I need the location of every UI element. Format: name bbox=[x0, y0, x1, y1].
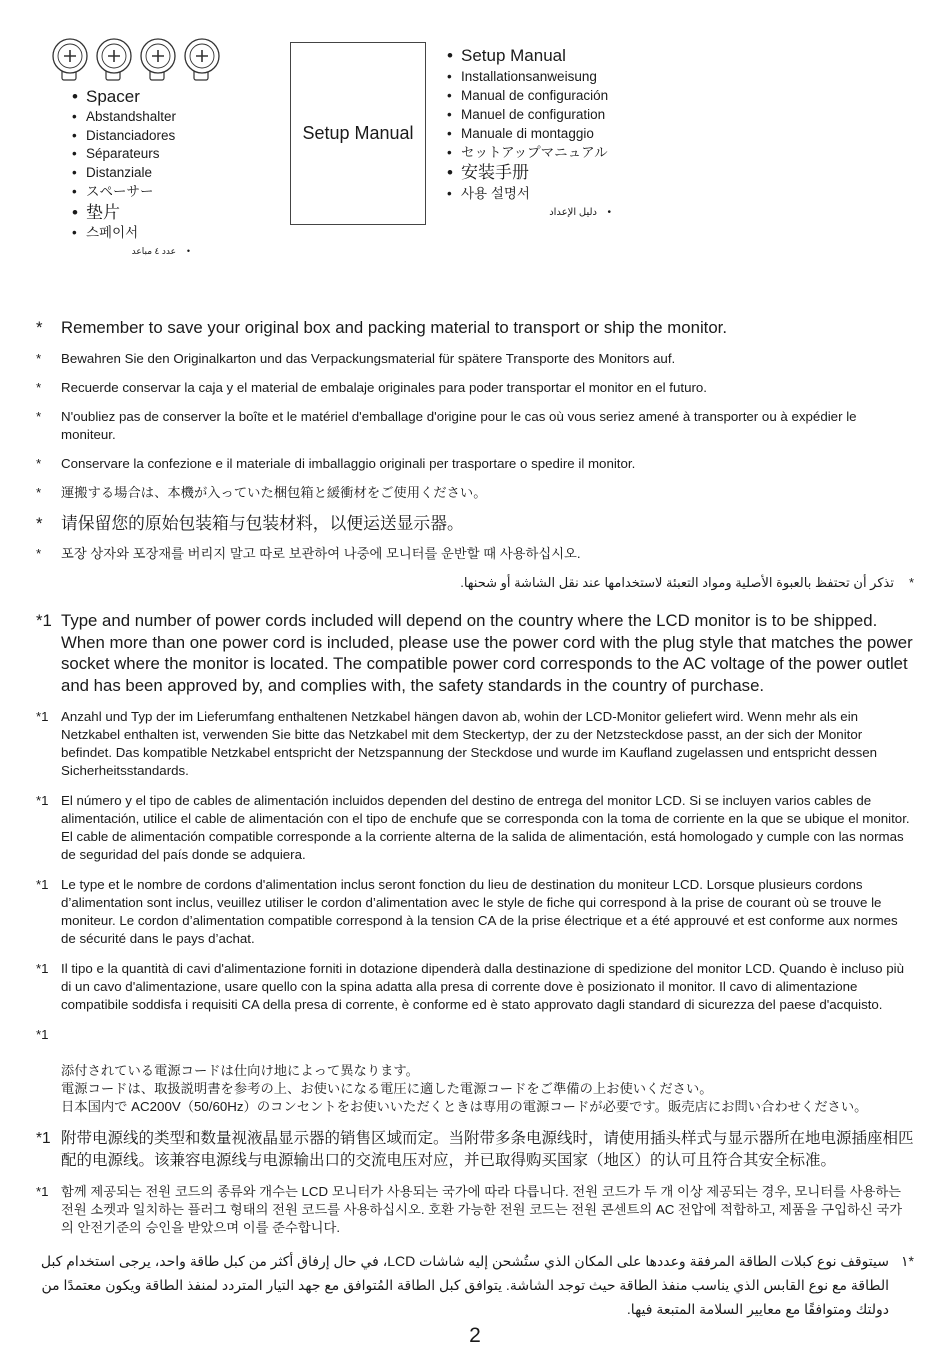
setup-manual-illustration bbox=[290, 42, 426, 225]
power-cord-note bbox=[36, 610, 914, 696]
list-item: • 스페이서 bbox=[72, 224, 190, 243]
list-item: • Distanziale bbox=[72, 164, 190, 183]
note-marker: * bbox=[36, 408, 42, 424]
note-text: Recuerde conservar la caja y el material de embalaje originales para poder transportar el monitor en el futuro. bbox=[61, 379, 707, 395]
note-marker: * bbox=[908, 575, 914, 590]
note-marker: *1 bbox=[36, 877, 49, 892]
note-text: Remember to save your original box and packing material to transport or ship the monitor. bbox=[61, 318, 727, 337]
note-text: 함께 제공되는 전원 코드의 종류와 개수는 LCD 모니터가 사용되는 국가에 따라 다릅니다. 전원 코드가 두 개 이상 제공되는 경우, 모니터를 사용하는 전원 소켓과 일치하는 플러그 형태의 전원 코드를 사용하십시오. 호환 가능한 전원 코드는 전원 콘센트의 AC 전압에 적합하고, 제품을 구입하신 국가의 안전기준의 승인을 받았으며 이를 준수합니다. bbox=[61, 1184, 903, 1235]
note-item bbox=[36, 379, 914, 397]
note-text: 運搬する場合は、本機が入っていた梱包箱と緩衝材をご使用ください。 bbox=[61, 484, 487, 500]
power-cord-note bbox=[36, 1128, 914, 1171]
spacer-screw-icon bbox=[97, 39, 131, 80]
power-cord-notes bbox=[36, 610, 914, 1333]
setup-manual-label-list bbox=[447, 45, 611, 222]
power-cord-note bbox=[36, 960, 914, 1014]
list-item: • Installationsanweisung bbox=[447, 67, 611, 86]
spacer-label-list bbox=[72, 86, 190, 261]
note-item bbox=[36, 350, 914, 368]
power-cord-note bbox=[36, 1183, 914, 1237]
list-item: • セットアップマニュアル bbox=[447, 143, 611, 162]
list-item: • Setup Manual bbox=[447, 45, 611, 67]
note-text: El número y el tipo de cables de alimentación incluidos dependen del destino de entrega del monitor LCD. Si se incluyen varios cables de alimentación, utilice el cable de alimentación con el tipo de enchufe que se corresponda con la toma de corriente en la que se ubique el monitor. El cable de alimentación compatible corresponde a la corriente alterna de la salida de alimentación, está homologado y cumple con las normas de seguridad del país donde se adquiera. bbox=[61, 793, 910, 862]
note-item bbox=[36, 408, 914, 444]
power-cord-note bbox=[36, 1249, 914, 1321]
note-marker: * bbox=[36, 455, 42, 471]
note-item bbox=[36, 484, 914, 502]
list-item: • Séparateurs bbox=[72, 145, 190, 164]
setup-manual-cover-title: Setup Manual bbox=[302, 123, 414, 143]
power-cord-note bbox=[36, 792, 914, 864]
packaging-notes bbox=[36, 317, 914, 603]
note-marker: * bbox=[36, 484, 42, 500]
list-item: • Spacer bbox=[72, 86, 190, 108]
note-text: 添付されている電源コードは仕向け地によって異なります。 電源コードは、取扱説明書を参考の上、お使いになる電圧に適した電源コードをご準備の上お使いください。 日本国内で AC200V（50/60Hz）のコンセントをお使いいただくときは専用の電源コードが必要です。販売店にお問い合わせください。 bbox=[61, 1063, 868, 1114]
list-item: • دليل الإعداد bbox=[447, 203, 611, 222]
note-text: تذكر أن تحتفظ بالعبوة الأصلية ومواد التعبئة لاستخدامها عند نقل الشاشة أو شحنها. bbox=[460, 575, 894, 590]
note-text: Le type et le nombre de cordons d'alimentation inclus seront fonction du lieu de destination du moniteur LCD. Lorsque plusieurs cordons d’alimentation sont inclus, veuillez utiliser le cordon d’alimentation avec le style de fiche qui correspond à la prise de courant où se trouve le moniteur. Le cordon d’alimentation compatible correspond à la tension CA de la prise électrique et a été approuvé et est conforme aux normes de sécurité dans le pays d’achat. bbox=[61, 877, 898, 946]
list-item: • 安装手册 bbox=[447, 162, 611, 184]
page-number: 2 bbox=[469, 1324, 481, 1347]
spacer-screws-illustration bbox=[44, 36, 224, 86]
note-marker: *1 bbox=[36, 793, 49, 808]
note-item bbox=[36, 574, 914, 592]
note-text: 附带电源线的类型和数量视液晶显示器的销售区域而定。当附带多条电源线时，请使用插头样式与显示器所在地电源插座相匹配的电源线。该兼容电源线与电源输出口的交流电压对应，并已取得购买国家（地区）的认可且符合其安全标准。 bbox=[61, 1130, 914, 1169]
note-marker: *1 bbox=[36, 709, 49, 724]
note-item bbox=[36, 513, 914, 535]
list-item: • Manual de configuración bbox=[447, 86, 611, 105]
note-item bbox=[36, 545, 914, 563]
list-item: • عدد ٤ مباعد bbox=[72, 242, 190, 261]
list-item: • スペーサー bbox=[72, 183, 190, 202]
note-item bbox=[36, 455, 914, 473]
note-text: سيتوقف نوع كبلات الطاقة المرفقة وعددها على المكان الذي ستُشحن إليه شاشات LCD، في حال إرفاق أكثر من كبل طاقة واحد، يرجى استخدام كبل الطاقة مع نوع القابس الذي يناسب منفذ الطاقة حيث توجد الشاشة. يتوافق كبل الطاقة المُتوافق مع جهد التيار المتردد لمنفذ الطاقة ويكون معتمدًا من دولتك ومتوافقًا مع معايير السلامة المتبعة فيها. bbox=[40, 1253, 889, 1317]
note-marker: * bbox=[36, 546, 42, 561]
list-item: • Abstandshalter bbox=[72, 108, 190, 127]
list-item: • Manuale di montaggio bbox=[447, 124, 611, 143]
note-text: Bewahren Sie den Originalkarton und das Verpackungsmaterial für spätere Transporte des Monitors auf. bbox=[61, 350, 676, 366]
note-text: 포장 상자와 포장재를 버리지 말고 따로 보관하여 나중에 모니터를 운반할 때 사용하십시오. bbox=[61, 546, 581, 561]
note-text: Il tipo e la quantità di cavi d'alimentazione forniti in dotazione dipenderà dalla destinazione di spedizione del monitor LCD. Quando è incluso più di un cavo d'alimentazione, usare quello con la spina adatta alla presa di corrente dove è posizionato il monitor. Il cavo di alimentazione compatibile soddisfa i requisiti CA della presa di corrente, è conforme ed è stato approvato dagli standard di sicurezza del paese d'acquisto. bbox=[61, 961, 904, 1012]
note-text: 请保留您的原始包装箱与包装材料，以便运送显示器。 bbox=[61, 513, 464, 533]
note-text: N'oubliez pas de conserver la boîte et le matériel d'emballage d'origine pour le cas où vous seriez amené à transporter ou à expédier le moniteur. bbox=[61, 408, 857, 442]
spacer-screw-icon bbox=[185, 39, 219, 80]
note-marker: *1 bbox=[36, 1130, 51, 1147]
note-marker: *1 bbox=[36, 1027, 49, 1042]
note-item bbox=[36, 317, 914, 339]
list-item: • 垫片 bbox=[72, 202, 190, 224]
power-cord-note bbox=[36, 1026, 914, 1116]
note-marker: *١ bbox=[901, 1253, 914, 1269]
spacer-screw-icon bbox=[53, 39, 87, 80]
list-item: • 사용 설명서 bbox=[447, 184, 611, 203]
spacer-screw-icon bbox=[141, 39, 175, 80]
list-item: • Distanciadores bbox=[72, 127, 190, 146]
note-marker: *1 bbox=[36, 1184, 49, 1199]
list-item: • Manuel de configuration bbox=[447, 105, 611, 124]
power-cord-note bbox=[36, 708, 914, 780]
note-text: Conservare la confezione e il materiale di imballaggio originali per trasportare o spedire il monitor. bbox=[61, 455, 636, 471]
power-cord-note bbox=[36, 876, 914, 948]
note-text: Anzahl und Typ der im Lieferumfang enthaltenen Netzkabel hängen davon ab, wohin der LCD-Monitor geliefert wird. Wenn mehr als ein Netzkabel enthalten ist, verwenden Sie bitte das Netzkabel mit dem Steckertyp, der zu der Netzsteckdose passt, an der sich der Monitor befindet. Das kompatible Netzkabel entspricht der Netzspannung der Steckdose und wurde im Kaufland zugelassen und entspricht dessen Sicherheitsstandards. bbox=[61, 709, 878, 778]
note-marker: *1 bbox=[36, 961, 49, 976]
note-marker: * bbox=[36, 513, 43, 533]
note-marker: * bbox=[36, 350, 42, 366]
note-marker: *1 bbox=[36, 611, 52, 630]
note-marker: * bbox=[36, 318, 43, 337]
note-text: Type and number of power cords included will depend on the country where the LCD monitor is to be shipped. When more than one power cord is included, please use the power cord with the plug style that matches the power socket where the monitor is located. The compatible power cord corresponds to the AC voltage of the power outlet and has been approved by, and complies with, the safety standards in the country of purchase. bbox=[61, 611, 913, 695]
note-marker: * bbox=[36, 379, 42, 395]
